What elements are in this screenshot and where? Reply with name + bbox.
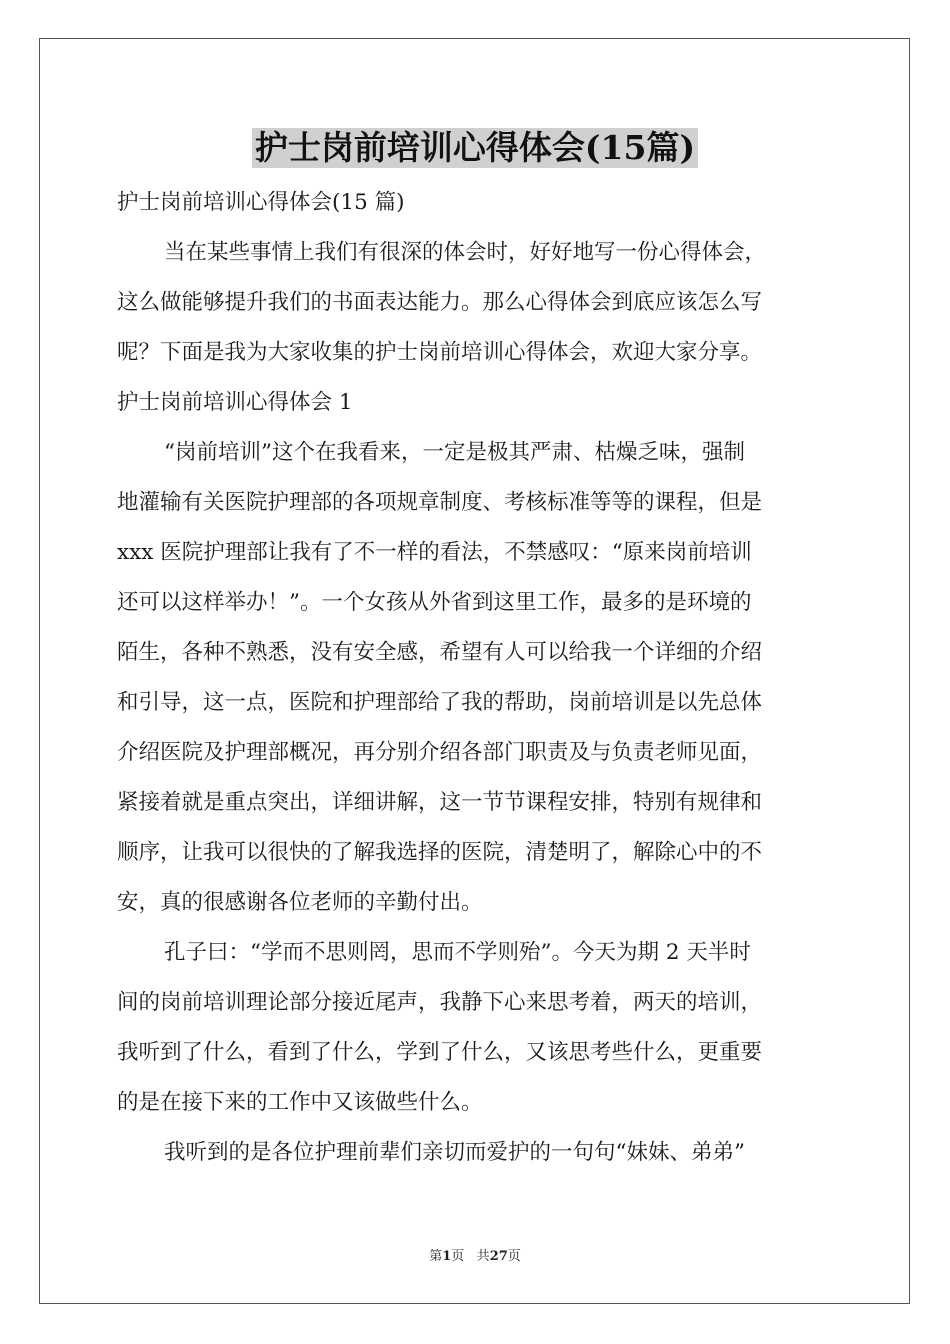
text-line: 安，真的很感谢各位老师的辛勤付出。 — [117, 890, 483, 915]
text-line: 还可以这样举办！”。一个女孩从外省到这里工作，最多的是环境的 — [117, 590, 752, 615]
footer-page-suffix: 页 — [451, 1249, 465, 1264]
footer-total-prefix: 共 — [476, 1249, 490, 1264]
text-line: 陌生，各种不熟悉，没有安全感，希望有人可以给我一个详细的介绍 — [117, 640, 763, 665]
text-line: 孔子曰：“学而不思则罔，思而不学则殆”。今天为期 2 天半时 — [164, 940, 751, 965]
footer-total-suffix: 页 — [507, 1249, 521, 1264]
text-line: 我听到了什么，看到了什么，学到了什么，又该思考些什么，更重要 — [117, 1040, 763, 1065]
text-line: 间的岗前培训理论部分接近尾声，我静下心来思考着，两天的培训， — [117, 990, 763, 1015]
text-line: xxx 医院护理部让我有了不一样的看法，不禁感叹：“原来岗前培训 — [117, 540, 752, 565]
text-line: 这么做能够提升我们的书面表达能力。那么心得体会到底应该怎么写 — [117, 290, 763, 315]
text-line: 顺序，让我可以很快的了解我选择的医院，清楚明了，解除心中的不 — [117, 840, 763, 865]
text-line: 护士岗前培训心得体会 1 — [117, 390, 353, 415]
text-line: 和引导，这一点，医院和护理部给了我的帮助，岗前培训是以先总体 — [117, 690, 763, 715]
footer-page-current: 1 — [442, 1249, 452, 1264]
text-line: 呢？下面是我为大家收集的护士岗前培训心得体会，欢迎大家分享。 — [117, 340, 763, 365]
document-title: 护士岗前培训心得体会(15篇) — [252, 128, 698, 168]
text-line: 当在某些事情上我们有很深的体会时，好好地写一份心得体会， — [164, 240, 767, 265]
document-body — [117, 178, 837, 1178]
text-line: 介绍医院及护理部概况，再分别介绍各部门职责及与负责老师见面， — [117, 740, 763, 765]
text-line: 地灌输有关医院护理部的各项规章制度、考核标准等等的课程，但是 — [117, 490, 763, 515]
page-footer — [0, 1248, 950, 1266]
title-container — [0, 128, 950, 168]
text-line: “岗前培训”这个在我看来，一定是极其严肃、枯燥乏味，强制 — [164, 440, 745, 465]
text-line: 我听到的是各位护理前辈们亲切而爱护的一句句“妹妹、弟弟” — [164, 1140, 745, 1165]
text-line: 紧接着就是重点突出，详细讲解，这一节节课程安排，特别有规律和 — [117, 790, 763, 815]
footer-page-prefix: 第 — [429, 1249, 443, 1264]
text-line: 护士岗前培训心得体会(15 篇) — [117, 190, 405, 215]
footer-total-pages: 27 — [489, 1249, 508, 1264]
text-line: 的是在接下来的工作中又该做些什么。 — [117, 1090, 483, 1115]
